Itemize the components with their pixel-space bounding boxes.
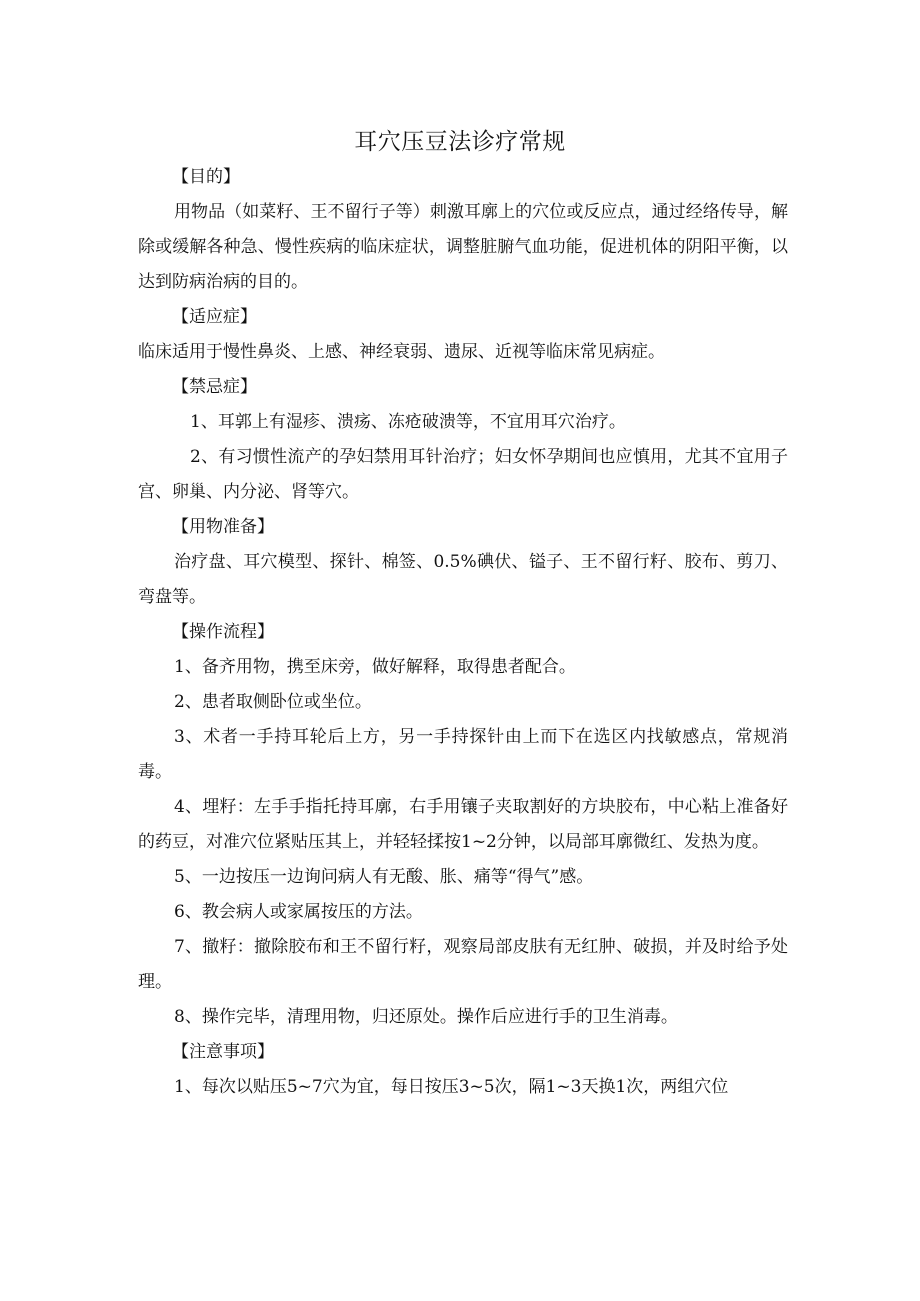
purpose-paragraph: 用物品（如菜籽、王不留行子等）刺激耳廓上的穴位或反应点，通过经络传导，解除或缓解各种急、慢性疾病的临床症状，调整脏腑气血功能，促进机体的阴阳平衡，以达到防病治病的目的。 [138,202,788,292]
contraindication-item-1: 1、耳郭上有湿疹、溃疡、冻疮破溃等，不宜用耳穴治疗。 [190,412,626,432]
procedure-step-7: 7、撤籽：撤除胶布和王不留行籽，观察局部皮肤有无红肿、破损，并及时给予处理。 [138,937,788,992]
section-heading-notes: 【注意事项】 [172,1042,274,1062]
document-title: 耳穴压豆法诊疗常规 [354,129,566,155]
section-heading-indications: 【适应症】 [172,307,257,327]
supplies-paragraph: 治疗盘、耳穴模型、探针、棉签、0.5%碘伏、镒子、王不留行籽、胶布、剪刀、弯盘等。 [138,552,788,607]
procedure-step-8: 8、操作完毕，清理用物，归还原处。操作后应进行手的卫生消毒。 [174,1007,678,1027]
procedure-step-4: 4、埋籽：左手手指托持耳廓，右手用镶子夹取割好的方块胶布，中心粘上准备好的药豆，对准穴位紧贴压其上，并轻轻揉按1~2分钟，以局部耳廓微红、发热为度。 [138,797,788,852]
section-heading-contraindications: 【禁忌症】 [172,377,257,397]
contraindication-item-2: 2、有习惯性流产的孕妇禁用耳针治疗；妇女怀孕期间也应慎用，尤其不宜用子宫、卵巢、内分泌、肾等穴。 [138,447,788,502]
section-heading-supplies: 【用物准备】 [172,517,274,537]
procedure-step-1: 1、备齐用物，携至床旁，做好解释，取得患者配合。 [174,657,576,677]
section-heading-procedure: 【操作流程】 [172,622,274,642]
indications-paragraph: 临床适用于慢性鼻炎、上感、神经衰弱、遗尿、近视等临床常见病症。 [138,342,665,362]
section-heading-purpose: 【目的】 [172,167,240,187]
document-body [138,160,788,1105]
procedure-step-6: 6、教会病人或家属按压的方法。 [174,902,423,922]
procedure-step-3: 3、术者一手持耳轮后上方，另一手持探针由上而下在选区内找敏感点，常规消毒。 [138,727,788,782]
procedure-step-2: 2、患者取侧卧位或坐位。 [174,692,372,712]
procedure-step-5: 5、一边按压一边询问病人有无酸、胀、痛等“得气”感。 [174,867,594,887]
notes-item-1: 1、每次以贴压5~7穴为宜，每日按压3~5次，隔1~3天换1次，两组穴位 [174,1077,729,1097]
